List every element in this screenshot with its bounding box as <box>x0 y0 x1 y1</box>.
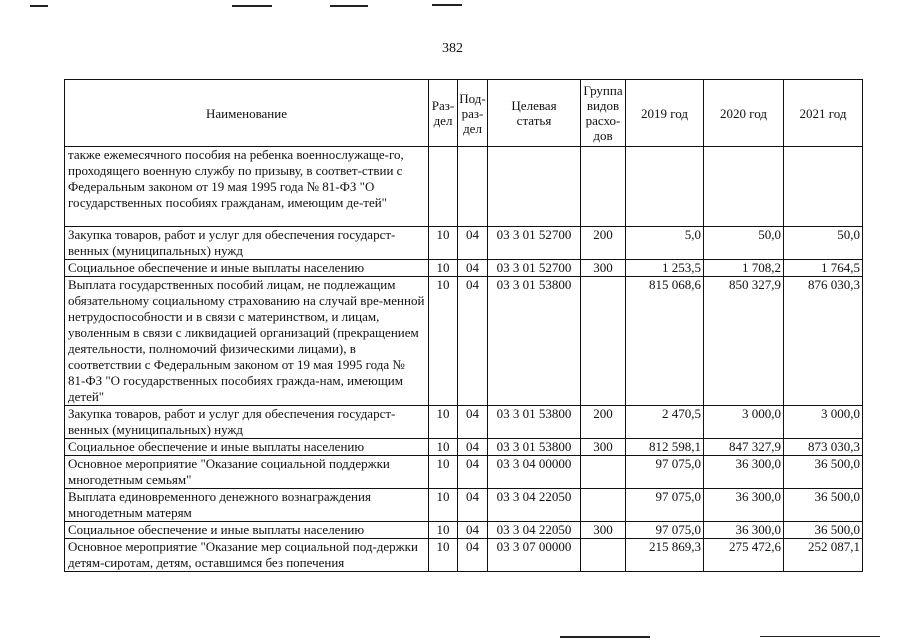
subsection-cell: 04 <box>458 260 488 277</box>
section-cell: 10 <box>429 406 458 439</box>
table-row <box>65 277 863 406</box>
amount-2019-cell <box>626 147 704 227</box>
amount-2020-cell: 50,0 <box>704 227 784 260</box>
amount-2019-cell: 2 470,5 <box>626 406 704 439</box>
col-header-2019: 2019 год <box>626 80 704 147</box>
name: Основное мероприятие "Оказание социальной поддержки многодетным семьям" <box>65 456 429 489</box>
subsection-cell: 04 <box>458 456 488 489</box>
section-cell <box>429 147 458 227</box>
subsection-cell: 04 <box>458 439 488 456</box>
amount-2020-cell: 275 472,6 <box>704 539 784 572</box>
section-cell: 10 <box>429 260 458 277</box>
amount-2020-cell: 36 300,0 <box>704 522 784 539</box>
expense-group-cell: 200 <box>581 227 626 260</box>
expense-group-cell <box>581 539 626 572</box>
target-article-cell: 03 3 01 53800 <box>488 406 581 439</box>
section-cell: 10 <box>429 456 458 489</box>
amount-2020-cell: 36 300,0 <box>704 456 784 489</box>
scan-mark-bottom-2 <box>760 636 880 637</box>
name: Закупка товаров, работ и услуг для обеспечения государст-венных (муниципальных) нужд <box>65 227 429 260</box>
subsection-cell: 04 <box>458 406 488 439</box>
section-cell: 10 <box>429 227 458 260</box>
col-header-section: Раз- дел <box>429 80 458 147</box>
scan-mark-bottom-1 <box>560 636 650 638</box>
amount-2019-cell: 5,0 <box>626 227 704 260</box>
expense-group-cell <box>581 277 626 406</box>
scan-mark-top-3 <box>432 4 462 6</box>
col-header-name: Наименование <box>65 80 429 147</box>
budget-table <box>64 79 863 572</box>
amount-2021-cell: 252 087,1 <box>784 539 863 572</box>
page-number: 382 <box>442 41 463 56</box>
target-article-cell: 03 3 01 53800 <box>488 277 581 406</box>
amount-2021-cell: 36 500,0 <box>784 456 863 489</box>
name: Основное мероприятие "Оказание мер социальной под-держки детям-сиротам, детям, оставшимся без попечения <box>65 539 429 572</box>
col-header-group: Группа видов расхо- дов <box>581 80 626 147</box>
table-row <box>65 147 863 227</box>
amount-2020-cell: 847 327,9 <box>704 439 784 456</box>
name: Социальное обеспечение и иные выплаты населению <box>65 260 429 277</box>
expense-group-cell: 300 <box>581 439 626 456</box>
section-cell: 10 <box>429 539 458 572</box>
target-article-cell: 03 3 04 22050 <box>488 522 581 539</box>
amount-2021-cell: 3 000,0 <box>784 406 863 439</box>
table-row <box>65 539 863 572</box>
amount-2020-cell: 3 000,0 <box>704 406 784 439</box>
name: также ежемесячного пособия на ребенка военнослужаще-го, проходящего военную службу по призыву, в соответ-ствии с Федеральным законом от 19 мая 1995 года № 81-ФЗ "О государственных пособиях гражданам, имеющим де-тей" <box>65 147 429 227</box>
scan-mark-top-left <box>30 5 48 7</box>
subsection-cell: 04 <box>458 489 488 522</box>
name: Выплата государственных пособий лицам, не подлежащим обязательному социальному страхованию на случай вре-менной нетрудоспособности и в связи с материнством, и лицам, уволенным в связи с ликвидацией организаций (прекращением деятельности, полномочий физическими лицами), в соответствии с Федеральным законом от 19 мая 1995 года № 81-ФЗ "О государственных пособиях гражда-нам, имеющим детей" <box>65 277 429 406</box>
amount-2020-cell <box>704 147 784 227</box>
amount-2019-cell: 97 075,0 <box>626 522 704 539</box>
subsection-cell: 04 <box>458 539 488 572</box>
name: Социальное обеспечение и иные выплаты населению <box>65 522 429 539</box>
expense-group-cell: 300 <box>581 522 626 539</box>
subsection-cell: 04 <box>458 522 488 539</box>
name: Закупка товаров, работ и услуг для обеспечения государст-венных (муниципальных) нужд <box>65 406 429 439</box>
amount-2019-cell: 815 068,6 <box>626 277 704 406</box>
target-article-cell: 03 3 07 00000 <box>488 539 581 572</box>
amount-2021-cell: 36 500,0 <box>784 489 863 522</box>
section-cell: 10 <box>429 522 458 539</box>
col-header-2020: 2020 год <box>704 80 784 147</box>
name: Социальное обеспечение и иные выплаты населению <box>65 439 429 456</box>
table-row <box>65 456 863 489</box>
target-article-cell: 03 3 01 52700 <box>488 260 581 277</box>
amount-2019-cell: 215 869,3 <box>626 539 704 572</box>
amount-2019-cell: 812 598,1 <box>626 439 704 456</box>
section-cell: 10 <box>429 277 458 406</box>
amount-2019-cell: 97 075,0 <box>626 456 704 489</box>
amount-2021-cell: 1 764,5 <box>784 260 863 277</box>
table-row <box>65 439 863 456</box>
scan-mark-top-1 <box>232 5 272 7</box>
subsection-cell <box>458 147 488 227</box>
col-header-2021: 2021 год <box>784 80 863 147</box>
amount-2021-cell <box>784 147 863 227</box>
subsection-cell: 04 <box>458 227 488 260</box>
table-row <box>65 406 863 439</box>
target-article-cell <box>488 147 581 227</box>
expense-group-cell <box>581 456 626 489</box>
table-row <box>65 489 863 522</box>
scan-mark-top-2 <box>330 5 368 7</box>
amount-2020-cell: 36 300,0 <box>704 489 784 522</box>
amount-2021-cell: 876 030,3 <box>784 277 863 406</box>
amount-2021-cell: 50,0 <box>784 227 863 260</box>
amount-2020-cell: 850 327,9 <box>704 277 784 406</box>
target-article-cell: 03 3 04 00000 <box>488 456 581 489</box>
header-row <box>65 80 863 147</box>
col-header-subsection: Под- раз- дел <box>458 80 488 147</box>
table-row <box>65 522 863 539</box>
target-article-cell: 03 3 01 53800 <box>488 439 581 456</box>
col-header-target: Целевая статья <box>488 80 581 147</box>
name: Выплата единовременного денежного вознаграждения многодетным матерям <box>65 489 429 522</box>
expense-group-cell: 300 <box>581 260 626 277</box>
expense-group-cell <box>581 147 626 227</box>
amount-2021-cell: 36 500,0 <box>784 522 863 539</box>
section-cell: 10 <box>429 439 458 456</box>
amount-2019-cell: 97 075,0 <box>626 489 704 522</box>
amount-2019-cell: 1 253,5 <box>626 260 704 277</box>
target-article-cell: 03 3 01 52700 <box>488 227 581 260</box>
subsection-cell: 04 <box>458 277 488 406</box>
section-cell: 10 <box>429 489 458 522</box>
table-row <box>65 227 863 260</box>
target-article-cell: 03 3 04 22050 <box>488 489 581 522</box>
expense-group-cell: 200 <box>581 406 626 439</box>
expense-group-cell <box>581 489 626 522</box>
amount-2020-cell: 1 708,2 <box>704 260 784 277</box>
amount-2021-cell: 873 030,3 <box>784 439 863 456</box>
table-row <box>65 260 863 277</box>
